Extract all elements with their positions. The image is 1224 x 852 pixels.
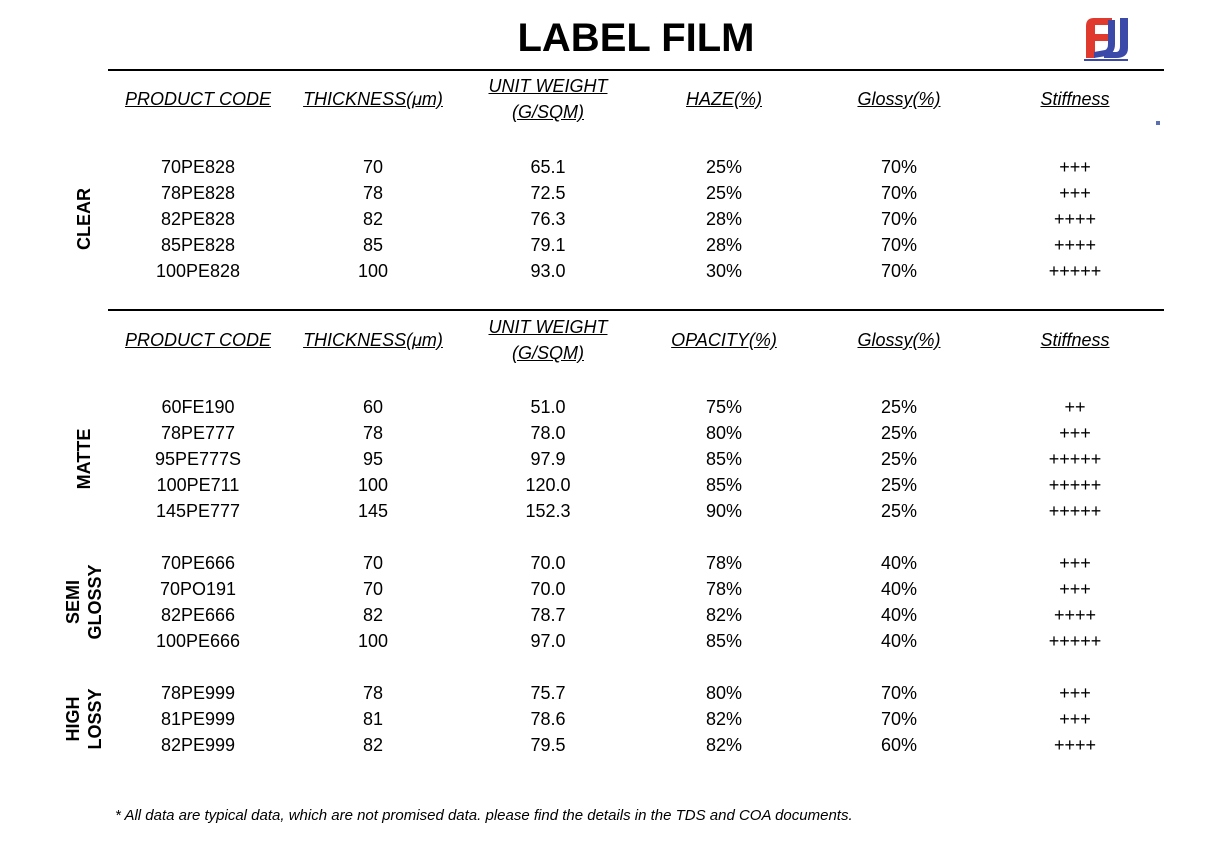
cell-metric: 82%: [705, 605, 743, 625]
clear-metric-header: HAZE(%): [686, 89, 762, 109]
cell-unit-weight: 97.9: [530, 449, 566, 469]
cell-product-code: 81PE999: [160, 709, 236, 729]
cell-stiffness: +++: [1059, 579, 1091, 599]
cell-stiffness: ++++: [1053, 235, 1097, 255]
cell-product-code: 85PE828: [160, 235, 236, 255]
cell-thickness: 100: [357, 631, 389, 651]
cell-metric: 80%: [705, 423, 743, 443]
matte-thickness-header: THICKNESS(μm): [303, 330, 443, 350]
top-rule: [108, 69, 1164, 71]
cell-product-code: 145PE777: [155, 501, 241, 521]
cell-glossy: 70%: [880, 261, 918, 281]
clear-stiffness-header: Stiffness: [1040, 89, 1110, 109]
cell-product-code: 78PE777: [160, 423, 236, 443]
cell-unit-weight: 70.0: [530, 579, 566, 599]
cell-thickness: 78: [362, 683, 384, 703]
cell-product-code: 70PE828: [160, 157, 236, 177]
cell-glossy: 70%: [880, 157, 918, 177]
footnote: * All data are typical data, which are not promised data. please find the details in the TDS and COA documents.: [115, 807, 853, 824]
cell-metric: 25%: [705, 157, 743, 177]
cell-unit-weight: 120.0: [525, 475, 571, 495]
cell-product-code: 60FE190: [161, 397, 235, 417]
cell-metric: 90%: [705, 501, 743, 521]
cell-glossy: 25%: [880, 397, 918, 417]
cell-metric: 28%: [705, 209, 743, 229]
cell-unit-weight: 79.1: [530, 235, 566, 255]
cell-thickness: 78: [362, 183, 384, 203]
cell-unit-weight: 76.3: [530, 209, 566, 229]
cell-glossy: 60%: [880, 735, 918, 755]
cell-product-code: 78PE828: [160, 183, 236, 203]
cell-product-code: 100PE711: [156, 475, 240, 495]
cell-product-code: 78PE999: [160, 683, 236, 703]
cell-stiffness: +++: [1059, 683, 1091, 703]
cell-thickness: 100: [357, 475, 389, 495]
selection-handle: [1156, 121, 1160, 125]
cell-stiffness: ++++: [1053, 209, 1097, 229]
group-label: CLEAR: [74, 188, 94, 250]
cell-thickness: 82: [362, 605, 384, 625]
cell-glossy: 40%: [880, 631, 918, 651]
cell-thickness: 100: [357, 261, 389, 281]
cell-metric: 82%: [705, 735, 743, 755]
cell-unit-weight: 79.5: [530, 735, 566, 755]
cell-stiffness: ++: [1064, 397, 1086, 417]
cell-metric: 28%: [705, 235, 743, 255]
cell-thickness: 82: [362, 735, 384, 755]
middle-rule: [108, 309, 1164, 311]
cell-product-code: 82PE666: [160, 605, 236, 625]
cell-metric: 75%: [705, 397, 743, 417]
clear-product-code-header: PRODUCT CODE: [124, 89, 271, 109]
clear-thickness-header: THICKNESS(μm): [303, 89, 443, 109]
group-label: SEMI GLOSSY: [63, 564, 105, 640]
cell-unit-weight: 51.0: [530, 397, 566, 417]
clear-glossy-header: Glossy(%): [857, 89, 941, 109]
matte-metric-header: OPACITY(%): [671, 330, 777, 350]
cell-metric: 85%: [705, 631, 743, 651]
cell-stiffness: +++++: [1048, 475, 1102, 495]
group-label: MATTE: [74, 428, 94, 490]
cell-product-code: 82PE828: [160, 209, 236, 229]
cell-glossy: 25%: [880, 423, 918, 443]
cell-thickness: 78: [362, 423, 384, 443]
cell-unit-weight: 78.7: [530, 605, 566, 625]
cell-thickness: 82: [362, 209, 384, 229]
cell-glossy: 25%: [880, 449, 918, 469]
cell-metric: 25%: [705, 183, 743, 203]
cell-stiffness: ++++: [1053, 735, 1097, 755]
cell-thickness: 95: [362, 449, 384, 469]
clear-unit-weight-header: UNIT WEIGHT (G/SQM): [488, 76, 608, 122]
cell-thickness: 81: [362, 709, 384, 729]
cell-metric: 78%: [705, 579, 743, 599]
cell-product-code: 100PE828: [155, 261, 241, 281]
cell-metric: 80%: [705, 683, 743, 703]
group-label: HIGH LOSSY: [63, 688, 105, 750]
cell-glossy: 40%: [880, 579, 918, 599]
cell-stiffness: +++: [1059, 553, 1091, 573]
cell-glossy: 40%: [880, 605, 918, 625]
cell-glossy: 70%: [880, 209, 918, 229]
cell-unit-weight: 72.5: [530, 183, 566, 203]
cell-stiffness: ++++: [1053, 605, 1097, 625]
cell-metric: 82%: [705, 709, 743, 729]
cell-unit-weight: 78.6: [530, 709, 566, 729]
matte-glossy-header: Glossy(%): [857, 330, 941, 350]
cell-unit-weight: 65.1: [530, 157, 566, 177]
cell-stiffness: +++++: [1048, 449, 1102, 469]
cell-unit-weight: 75.7: [530, 683, 566, 703]
cell-glossy: 25%: [880, 475, 918, 495]
matte-stiffness-header: Stiffness: [1040, 330, 1110, 350]
matte-product-code-header: PRODUCT CODE: [124, 330, 271, 350]
cell-metric: 30%: [705, 261, 743, 281]
cell-stiffness: +++++: [1048, 501, 1102, 521]
cell-unit-weight: 152.3: [525, 501, 571, 521]
cell-thickness: 70: [362, 553, 384, 573]
cell-product-code: 82PE999: [160, 735, 236, 755]
cell-unit-weight: 93.0: [530, 261, 566, 281]
cell-unit-weight: 78.0: [530, 423, 566, 443]
af-monogram-logo: [1078, 12, 1136, 62]
cell-product-code: 100PE666: [155, 631, 241, 651]
cell-product-code: 95PE777S: [154, 449, 242, 469]
cell-product-code: 70PE666: [160, 553, 236, 573]
cell-product-code: 70PO191: [159, 579, 237, 599]
cell-metric: 78%: [705, 553, 743, 573]
cell-unit-weight: 70.0: [530, 553, 566, 573]
cell-thickness: 145: [357, 501, 389, 521]
cell-stiffness: +++: [1059, 183, 1091, 203]
cell-glossy: 70%: [880, 683, 918, 703]
cell-thickness: 70: [362, 157, 384, 177]
cell-glossy: 70%: [880, 183, 918, 203]
cell-thickness: 60: [362, 397, 384, 417]
cell-unit-weight: 97.0: [530, 631, 566, 651]
cell-glossy: 70%: [880, 709, 918, 729]
cell-stiffness: +++++: [1048, 261, 1102, 281]
cell-glossy: 40%: [880, 553, 918, 573]
cell-glossy: 70%: [880, 235, 918, 255]
page-title: LABEL FILM: [517, 16, 755, 60]
cell-metric: 85%: [705, 475, 743, 495]
cell-stiffness: +++++: [1048, 631, 1102, 651]
cell-stiffness: +++: [1059, 709, 1091, 729]
cell-stiffness: +++: [1059, 157, 1091, 177]
cell-thickness: 70: [362, 579, 384, 599]
cell-glossy: 25%: [880, 501, 918, 521]
cell-thickness: 85: [362, 235, 384, 255]
cell-stiffness: +++: [1059, 423, 1091, 443]
matte-unit-weight-header: UNIT WEIGHT (G/SQM): [488, 317, 608, 363]
cell-metric: 85%: [705, 449, 743, 469]
